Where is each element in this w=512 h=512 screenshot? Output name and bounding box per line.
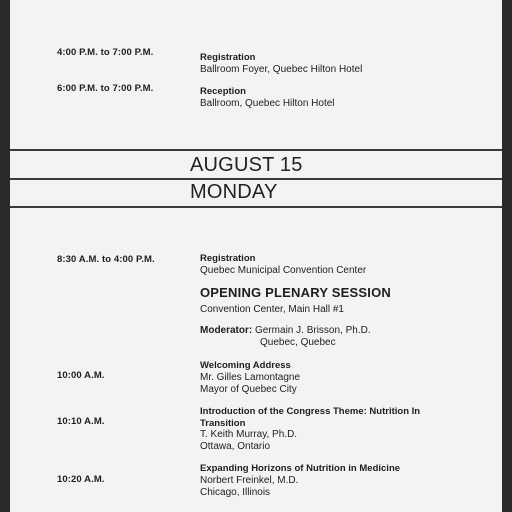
event-title: Introduction of the Congress Theme: Nutrition In bbox=[200, 406, 421, 417]
event-speaker: Mr. Gilles Lamontagne bbox=[200, 371, 301, 383]
event-affiliation: Chicago, Illinois bbox=[200, 486, 271, 498]
session-title: OPENING PLENARY SESSION bbox=[200, 285, 391, 300]
event-location: Ballroom Foyer, Quebec Hilton Hotel bbox=[200, 63, 363, 75]
divider-rule bbox=[10, 178, 502, 180]
moderator-block bbox=[200, 325, 371, 349]
schedule-time: 6:00 P.M. to 7:00 P.M. bbox=[57, 83, 154, 94]
schedule-time: 10:00 A.M. bbox=[57, 370, 105, 381]
schedule-time: 10:10 A.M. bbox=[57, 416, 105, 427]
program-page bbox=[10, 0, 502, 512]
schedule-event bbox=[200, 253, 366, 277]
schedule-time: 10:20 A.M. bbox=[57, 474, 105, 485]
event-title: Reception bbox=[200, 86, 246, 97]
event-title: Welcoming Address bbox=[200, 360, 291, 371]
date-heading: AUGUST 15 bbox=[190, 154, 303, 176]
event-location: Ballroom, Quebec Hilton Hotel bbox=[200, 97, 335, 109]
event-title: Transition bbox=[200, 417, 246, 429]
event-title: Registration bbox=[200, 253, 256, 264]
session-location: Convention Center, Main Hall #1 bbox=[200, 304, 344, 315]
schedule-event bbox=[200, 86, 335, 110]
schedule-event bbox=[200, 52, 362, 76]
schedule-time: 4:00 P.M. to 7:00 P.M. bbox=[57, 47, 154, 58]
event-speaker: Norbert Freinkel, M.D. bbox=[200, 474, 299, 486]
event-title: Registration bbox=[200, 52, 256, 63]
moderator-place: Quebec, Quebec bbox=[260, 337, 336, 348]
event-title: Expanding Horizons of Nutrition in Medicine bbox=[200, 463, 401, 474]
moderator-label: Moderator: bbox=[200, 325, 253, 336]
schedule-event bbox=[200, 360, 300, 396]
event-affiliation: Mayor of Quebec City bbox=[200, 383, 297, 395]
divider-rule bbox=[10, 206, 502, 208]
moderator-name: Germain J. Brisson, Ph.D. bbox=[255, 325, 371, 336]
event-affiliation: Ottawa, Ontario bbox=[200, 441, 271, 452]
event-location: Quebec Municipal Convention Center bbox=[200, 264, 367, 276]
schedule-time: 8:30 A.M. to 4:00 P.M. bbox=[57, 254, 155, 265]
schedule-event bbox=[200, 463, 400, 499]
divider-rule bbox=[10, 149, 502, 151]
event-speaker: T. Keith Murray, Ph.D. bbox=[200, 429, 298, 440]
weekday-heading: MONDAY bbox=[190, 181, 278, 203]
schedule-event bbox=[200, 406, 420, 453]
